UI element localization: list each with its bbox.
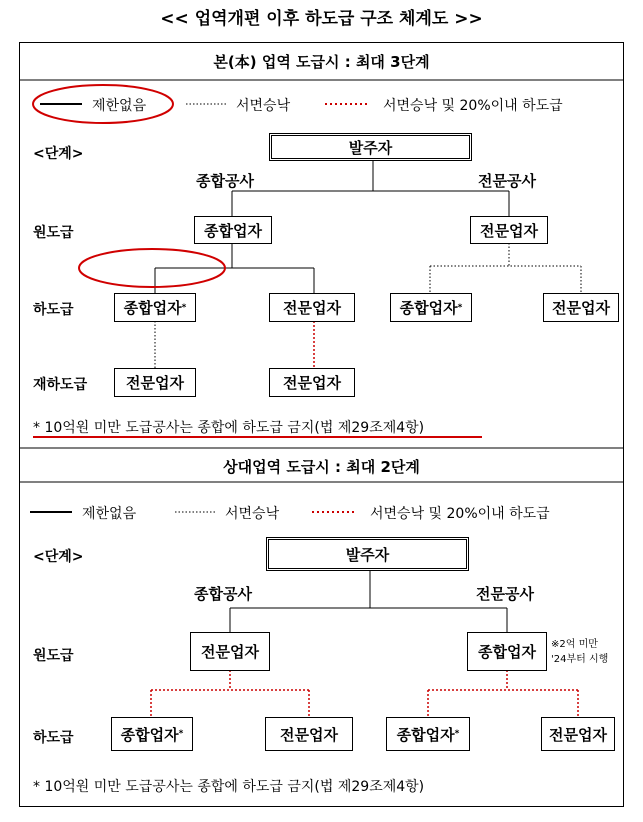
orderer-box-2: 발주자 bbox=[266, 537, 469, 571]
stage-label: <단계> bbox=[33, 146, 84, 162]
legend-red-dotted-label: 서면승낙 및 20%이내 하도급 bbox=[383, 98, 563, 114]
sub-box-3: 종합업자 * bbox=[390, 293, 472, 322]
page-title: << 업역개편 이후 하도급 구조 체계도 >> bbox=[160, 9, 483, 29]
side-note-2: '24부터 시행 bbox=[551, 654, 609, 665]
sub-box-2: 전문업자 bbox=[269, 293, 355, 322]
group-general: 종합공사 bbox=[196, 172, 254, 190]
resub-box-2: 전문업자 bbox=[269, 368, 355, 397]
level-prime: 원도급 bbox=[33, 225, 74, 241]
sub-box-8: 전문업자 bbox=[541, 717, 615, 751]
bottom-section-header: 상대업역 도급시 : 최대 2단계 bbox=[223, 458, 420, 476]
sub-box-1: 종합업자 * bbox=[114, 293, 196, 322]
resub-box-1: 전문업자 bbox=[114, 368, 196, 397]
legend-dotted-label: 서면승낙 bbox=[236, 98, 291, 114]
legend-solid-label-2: 제한없음 bbox=[82, 506, 137, 522]
prime-special-box: 전문업자 bbox=[470, 216, 548, 244]
level-sub-2: 하도급 bbox=[33, 730, 74, 746]
group-special: 전문공사 bbox=[478, 172, 536, 190]
level-sub: 하도급 bbox=[33, 302, 74, 318]
legend-solid-label: 제한없음 bbox=[92, 98, 147, 114]
sub-box-5: 종합업자 * bbox=[111, 717, 193, 751]
group-special-2: 전문공사 bbox=[476, 585, 534, 603]
legend-dotted-label-2: 서면승낙 bbox=[225, 506, 280, 522]
sub-box-7: 종합업자 * bbox=[386, 717, 470, 751]
top-footnote: * 10억원 미만 도급공사는 종합에 하도급 금지(법 제29조제4항) bbox=[33, 420, 425, 436]
top-section-header: 본(本) 업역 도급시 : 최대 3단계 bbox=[213, 53, 430, 71]
sub-box-6: 전문업자 bbox=[265, 717, 353, 751]
prime-general-box-2: 전문업자 bbox=[190, 632, 270, 671]
level-prime-2: 원도급 bbox=[33, 648, 74, 664]
bottom-footnote: * 10억원 미만 도급공사는 종합에 하도급 금지(법 제29조제4항) bbox=[33, 779, 425, 795]
stage-label-2: <단계> bbox=[33, 549, 84, 565]
prime-special-box-2: 종합업자 bbox=[467, 632, 547, 671]
group-general-2: 종합공사 bbox=[194, 585, 252, 603]
orderer-box: 발주자 bbox=[269, 133, 472, 161]
side-note-1: ※2억 미만 bbox=[551, 639, 598, 650]
legend-red-dotted-label-2: 서면승낙 및 20%이내 하도급 bbox=[370, 506, 550, 522]
sub-box-4: 전문업자 bbox=[543, 293, 619, 322]
level-resub: 재하도급 bbox=[33, 377, 88, 393]
prime-general-box: 종합업자 bbox=[194, 216, 272, 244]
